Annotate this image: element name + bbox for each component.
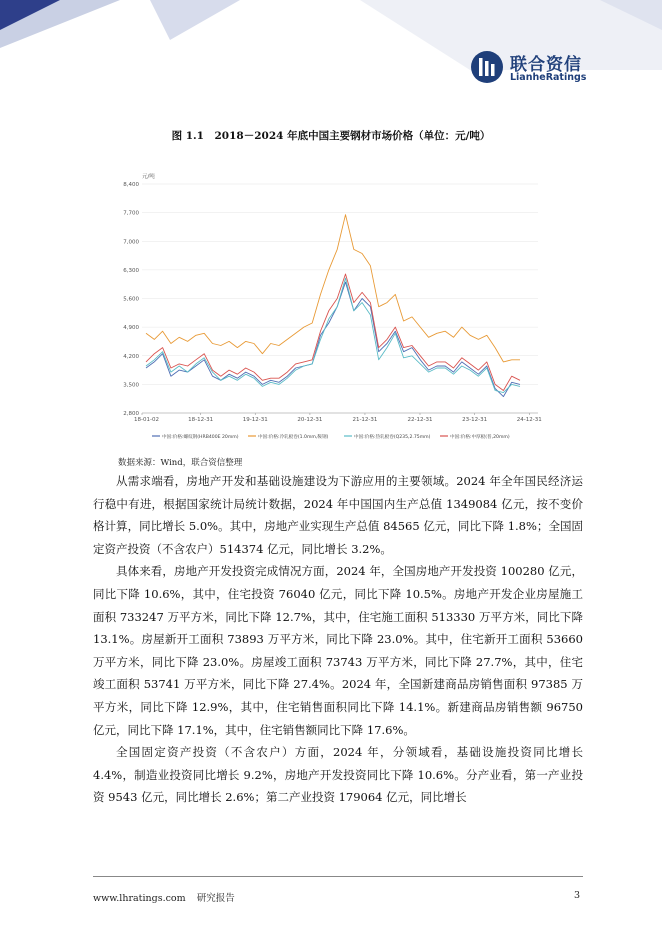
footer-url[interactable]: www.lhratings.com xyxy=(93,893,186,904)
report-body xyxy=(93,470,583,809)
figure-source: 数据来源：Wind，联合资信整理 xyxy=(118,458,243,468)
y-tick-label: 7,700 xyxy=(123,210,139,217)
y-tick-label: 6,300 xyxy=(123,267,139,274)
y-unit-label: 元/吨 xyxy=(142,174,155,180)
x-tick-label: 21-12-31 xyxy=(352,417,378,423)
y-tick-label: 3,500 xyxy=(123,382,139,389)
figure-title: 图 1.1 2018－2024 年底中国主要钢材市场价格（单位：元/吨） xyxy=(171,130,491,142)
footer-divider xyxy=(93,876,583,877)
y-tick-label: 7,000 xyxy=(123,239,139,246)
paragraph-investment: 全国固定资产投资（不含农户）方面，2024 年，分领域看，基础设施投资同比增长 4.4%，制造业投资同比增长 9.2%，房地产开发投资同比下降 10.6%。分产业看，第一产业投资 9543 亿元，同比增长 2.6%；第二产业投资 179064 亿元，同比增长 xyxy=(93,745,583,805)
x-tick-label: 19-12-31 xyxy=(242,417,268,423)
y-tick-label: 4,900 xyxy=(123,325,139,332)
y-tick-label: 2,800 xyxy=(123,411,139,417)
brand-logo-icon xyxy=(470,50,504,84)
series-line-0 xyxy=(146,282,520,397)
paragraph-real-estate: 具体来看，房地产开发投资完成情况方面，2024 年，全国房地产开发投资 100280 亿元，同比下降 10.6%，其中，住宅投资 76040 亿元，同比下降 10.5%。房地产开发企业房屋施工面积 733247 万平方米，同比下降 12.7%，其中，住宅施工面积 513330 万平方米，同比下降 13.1%。房屋新开工面积 73893 万平方米，同比下降 23.0%。其中，住宅新开工面积 53660 万平方米，同比下降 23.0%。房屋竣工面积 73743 万平方米，同比下降 27.7%，其中，住宅竣工面积 53741 万平方米，同比下降 27.4%。2024 年，全国新建商品房销售面积 97385 万平方米，同比下降 12.9%，其中，住宅销售面积同比下降 14.1%。新建商品房销售额 96750 亿元，同比下降 17.1%，其中，住宅销售额同比下降 17.6%。 xyxy=(93,564,583,737)
x-tick-label: 22-12-31 xyxy=(407,417,433,423)
x-tick-label: 23-12-31 xyxy=(462,417,488,423)
series-line-3 xyxy=(146,274,520,391)
x-tick-label: 20-12-31 xyxy=(297,417,323,423)
y-tick-label: 4,200 xyxy=(123,353,139,360)
y-tick-label: 8,400 xyxy=(123,182,139,188)
x-tick-label: 24-12-31 xyxy=(516,417,542,423)
brand-logo xyxy=(470,50,600,90)
legend-label-0: 中国:价格:螺纹钢(HRB400E 20mm) xyxy=(162,435,239,440)
steel-price-chart xyxy=(118,170,548,446)
series-line-2 xyxy=(146,278,520,393)
x-tick-label: 18-12-31 xyxy=(188,417,214,423)
footer-label: 研究报告 xyxy=(196,893,235,904)
series-line-1 xyxy=(146,215,520,362)
legend-label-3: 中国:价格:中厚板(普,20mm) xyxy=(450,435,510,440)
footer-left xyxy=(93,890,235,904)
page-number: 3 xyxy=(574,890,581,901)
brand-name-cn: 联合资信 xyxy=(510,55,582,75)
brand-name-en: LianheRatings xyxy=(510,72,587,83)
paragraph-demand: 从需求端看，房地产开发和基础设施建设为下游应用的主要领域。2024 年全年国民经济运行稳中有进，根据国家统计局统计数据，2024 年中国国内生产总值 1349084 亿元，按不变价格计算，同比增长 5.0%。其中，房地产业实现生产总值 84565 亿元，同比下降 1.8%；全国固定资产投资（不含农户）514374 亿元，同比增长 3.2%。 xyxy=(93,474,583,556)
x-tick-label: 18-01-02 xyxy=(134,417,159,423)
legend-label-2: 中国:价格:热轧板卷(Q235,2.75mm) xyxy=(354,435,431,440)
legend-label-1: 中国:价格:冷轧板卷(1.0mm,鞍钢) xyxy=(258,435,329,440)
y-tick-label: 5,600 xyxy=(123,296,139,303)
